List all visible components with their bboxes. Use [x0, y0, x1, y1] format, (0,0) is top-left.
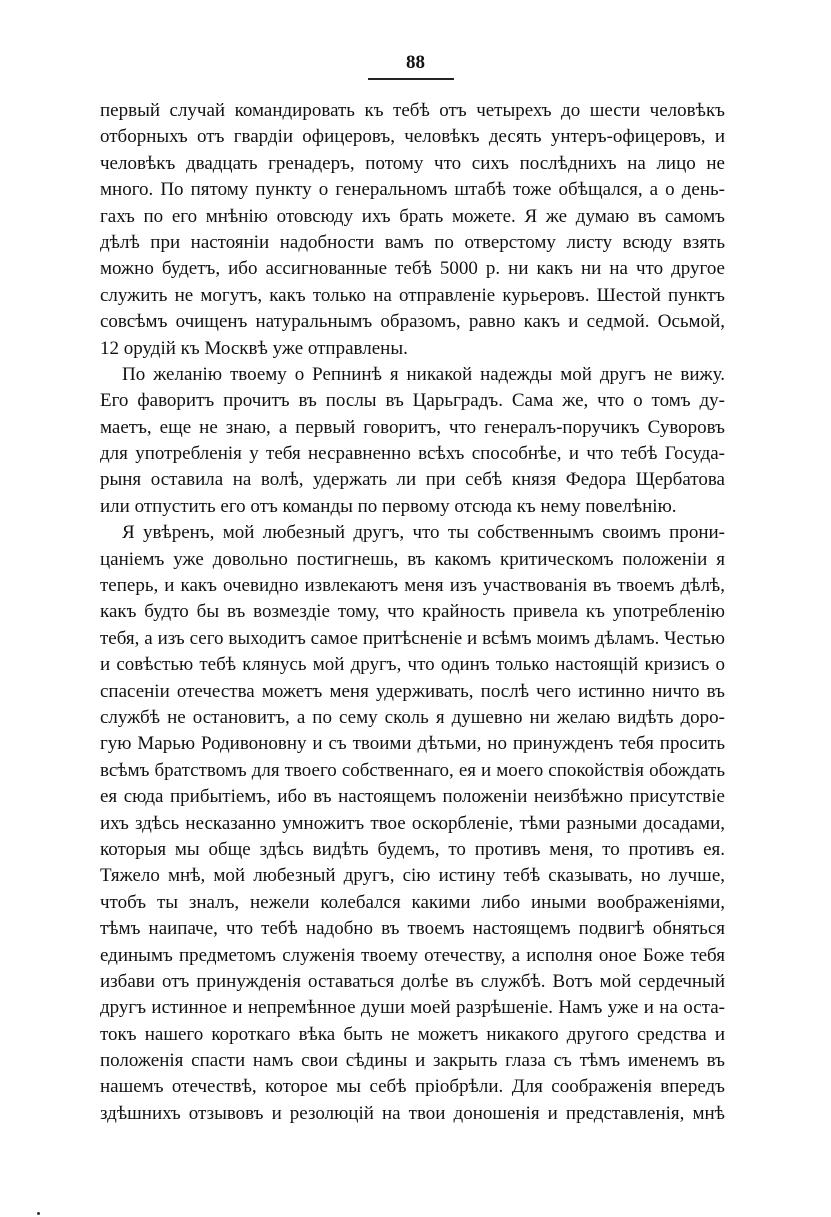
text-line: ея сюда прибытіемъ, ибо въ настоящемъ положеніи неизбѣжно присутствіе [100, 786, 725, 808]
text-line: маетъ, еще не знаю, а первый говоритъ, что генералъ-поручикъ Суворовъ [100, 416, 725, 438]
page-body [100, 98, 725, 1127]
text-line: нашемъ отечествѣ, которое мы себѣ пріобрѣли. Для соображенія впередъ [100, 1076, 725, 1098]
text-line: много. По пятому пункту о генеральномъ штабѣ тоже обѣщался, а о день- [100, 179, 725, 201]
text-line: первый случай командировать къ тебѣ отъ четырехъ до шести человѣкъ [100, 100, 725, 121]
text-line: совсѣмъ очищенъ натуральнымъ образомъ, равно какъ и седмой. Осьмой, [100, 311, 725, 333]
text-line: здѣшнихъ отзывовъ и резолюцій на твои доношенія и представленія, мнѣ [100, 1102, 725, 1124]
text-line: положенія спасти намъ свои сѣдины и закрыть глаза съ тѣмъ именемъ въ [100, 1050, 725, 1072]
paragraph [100, 98, 725, 362]
text-line: дѣлѣ при настояніи надобности вамъ по отверстому листу всюду взять [100, 231, 725, 253]
text-line: избави отъ принужденія оставаться долѣе въ службѣ. Вотъ мой сердечный [100, 970, 725, 992]
text-line: гахъ по его мнѣнію отовсюду ихъ брать можете. Я же думаю въ самомъ [100, 205, 725, 227]
text-line: чтобъ ты зналъ, нежели колебался какими либо иными воображеніями, [100, 891, 725, 913]
text-line: 12 орудій къ Москвѣ уже отправлены. [100, 337, 408, 359]
text-line: служить не могутъ, какъ только на отправленіе курьеровъ. Шестой пунктъ [100, 284, 725, 306]
text-line: рыня оставила на волѣ, удержать ли при себѣ князя Федора Щербатова [100, 469, 725, 491]
text-line: отборныхъ отъ гвардіи офицеровъ, человѣкъ десять унтеръ-офицеровъ, и [100, 126, 725, 148]
text-line: службѣ не остановитъ, а по сему сколь я душевно ни желаю видѣть доро- [100, 706, 725, 728]
text-line: теперь, и какъ очевидно извлекаютъ меня изъ участвованія въ твоемъ дѣлѣ, [100, 575, 725, 597]
text-line: можно будетъ, ибо ассигнованные тебѣ 5000 р. ни какъ ни на что другое [100, 258, 725, 280]
text-line: и совѣстью тебѣ клянусь мой другъ, что одинъ только настоящій кризисъ о [100, 654, 725, 676]
text-line: ихъ здѣсь несказанно умножитъ твое оскорбленіе, тѣми разными досадами, [100, 812, 725, 834]
paragraph [100, 520, 725, 1127]
text-line: По желанію твоему о Репнинѣ я никакой надежды мой другъ не вижу. [122, 363, 725, 385]
text-line: Я увѣренъ, мой любезный другъ, что ты собственнымъ своимъ прони- [122, 522, 725, 544]
text-line: которыя мы обще здѣсь видѣть будемъ, то противъ меня, то противъ ея. [100, 838, 725, 860]
text-line: цаніемъ уже довольно постигнешь, въ какомъ критическомъ положеніи я [100, 548, 725, 570]
text-line: другъ истинное и непремѣнное души моей разрѣшеніе. Намъ уже и на оста- [100, 997, 725, 1019]
text-line: для употребленія у тебя несравненно всѣхъ способнѣе, и что тебѣ Госуда- [100, 443, 725, 465]
text-line: токъ нашего короткаго вѣка быть не можетъ никакого другого средства и [100, 1023, 725, 1045]
scan-speck [37, 1212, 40, 1215]
text-line: всѣмъ братствомъ для твоего собственнаго, ея и моего спокойствія обождать [100, 759, 725, 781]
text-line: или отпустить его отъ команды по первому отсюда къ нему повелѣнію. [100, 495, 677, 517]
text-line: Его фаворитъ прочитъ въ послы въ Царьградъ. Сама же, что о томъ ду- [100, 390, 725, 412]
header-rule [368, 78, 454, 80]
paragraph [100, 362, 725, 520]
text-line: спасеніи отечества можетъ меня удерживать, послѣ чего истинно ничто въ [100, 680, 725, 702]
text-line: тѣмъ наипаче, что тебѣ надобно въ твоемъ настоящемъ подвигѣ обняться [100, 918, 725, 940]
page-number: 88 [406, 52, 425, 73]
text-line: Тяжело мнѣ, мой любезный другъ, сію истину тебѣ сказывать, но лучше, [100, 865, 725, 887]
text-line: какъ будто бы въ возмездіе тому, что крайность привела къ употребленію [100, 601, 725, 623]
text-line: гую Марью Родивоновну и съ твоими дѣтьми, но принужденъ тебя просить [100, 733, 725, 755]
text-line: человѣкъ двадцать гренадеръ, потому что сихъ послѣднихъ на лицо не [100, 152, 725, 174]
text-line: единымъ предметомъ служенія твоему отечеству, а исполня оное Боже тебя [100, 944, 725, 966]
text-line: тебя, а изъ сего выходитъ самое притѣсненіе и всѣмъ моимъ дѣламъ. Честью [100, 627, 725, 649]
